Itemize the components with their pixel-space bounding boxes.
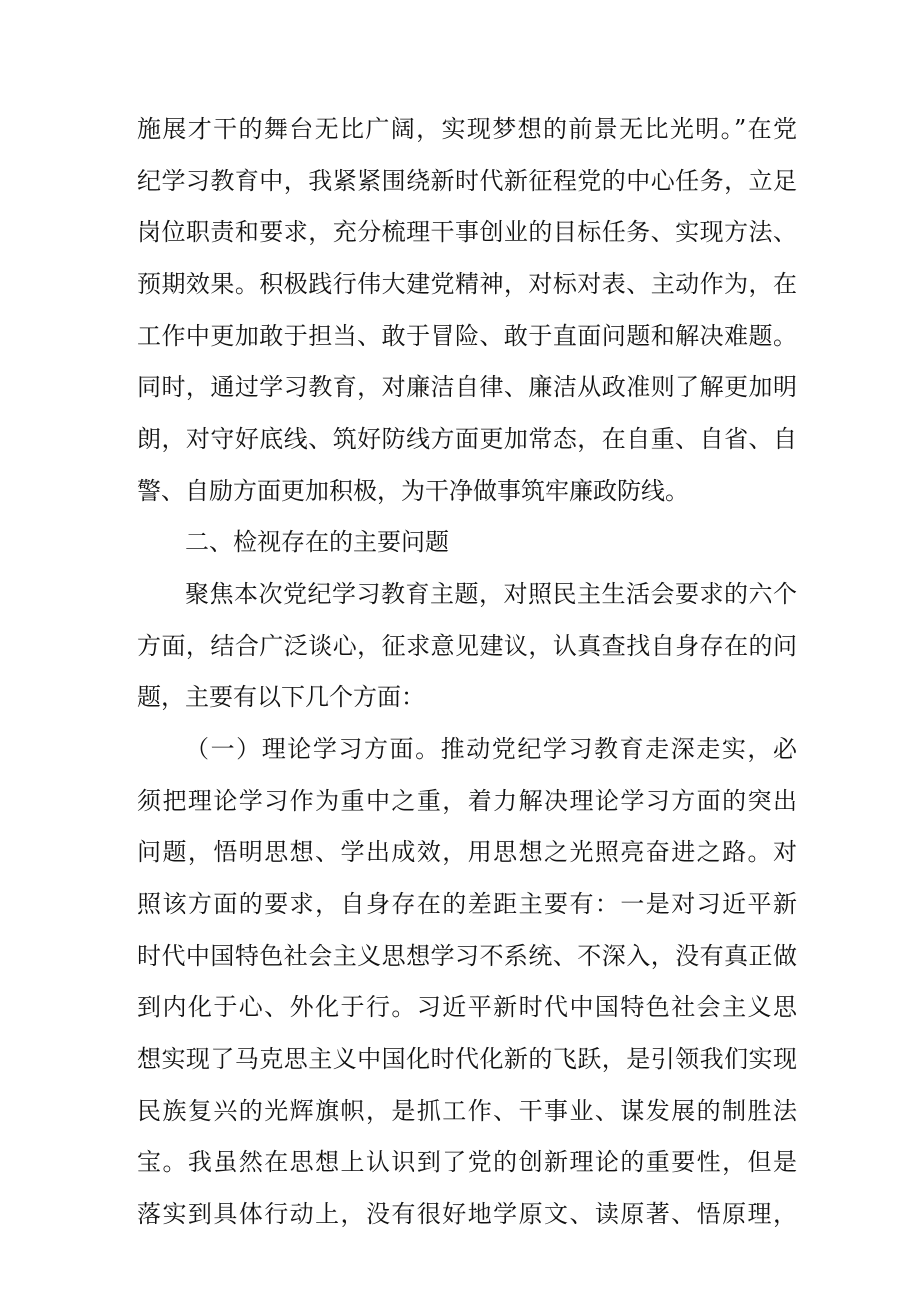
paragraph-line: 岗位职责和要求，充分梳理干事创业的目标任务、实现方法、	[137, 218, 797, 246]
paragraph-line: 朗，对守好底线、筑好防线方面更加常态，在自重、自省、自	[137, 425, 797, 453]
paragraph-line: 宝。我虽然在思想上认识到了党的创新理论的重要性，但是	[137, 1148, 797, 1176]
paragraph-line: 纪学习教育中，我紧紧围绕新时代新征程党的中心任务，立足	[137, 167, 797, 195]
paragraph-line: 时代中国特色社会主义思想学习不系统、不深入，没有真正做	[137, 942, 797, 970]
paragraph-line: 题，主要有以下几个方面：	[137, 683, 425, 711]
paragraph-line: 工作中更加敢于担当、敢于冒险、敢于直面问题和解决难题。	[137, 322, 797, 350]
paragraph-line: 须把理论学习作为重中之重，着力解决理论学习方面的突出	[137, 787, 797, 815]
paragraph-line: 施展才干的舞台无比广阔，实现梦想的前景无比光明。”在党	[137, 115, 797, 143]
paragraph-line: 落实到具体行动上，没有很好地学原文、读原著、悟原理，	[137, 1200, 797, 1228]
paragraph-line: 警、自励方面更加积极，为干净做事筑牢廉政防线。	[137, 477, 689, 505]
section-heading: 二、检视存在的主要问题	[185, 528, 449, 556]
paragraph-line: 预期效果。积极践行伟大建党精神，对标对表、主动作为，在	[137, 270, 797, 298]
paragraph-line: 方面，结合广泛谈心，征求意见建议，认真查找自身存在的问	[137, 632, 797, 660]
paragraph-line: 照该方面的要求，自身存在的差距主要有：一是对习近平新	[137, 890, 797, 918]
paragraph-line: 到内化于心、外化于行。习近平新时代中国特色社会主义思	[137, 993, 797, 1021]
paragraph-line: 问题，悟明思想、学出成效，用思想之光照亮奋进之路。对	[137, 838, 797, 866]
paragraph-line: （一）理论学习方面。推动党纪学习教育走深走实，必	[185, 735, 797, 763]
paragraph-line: 民族复兴的光辉旗帜，是抓工作、干事业、谋发展的制胜法	[137, 1097, 797, 1125]
paragraph-line: 想实现了马克思主义中国化时代化新的飞跃，是引领我们实现	[137, 1045, 797, 1073]
paragraph-line: 同时，通过学习教育，对廉洁自律、廉洁从政准则了解更加明	[137, 373, 797, 401]
paragraph-line: 聚焦本次党纪学习教育主题，对照民主生活会要求的六个	[185, 580, 797, 608]
